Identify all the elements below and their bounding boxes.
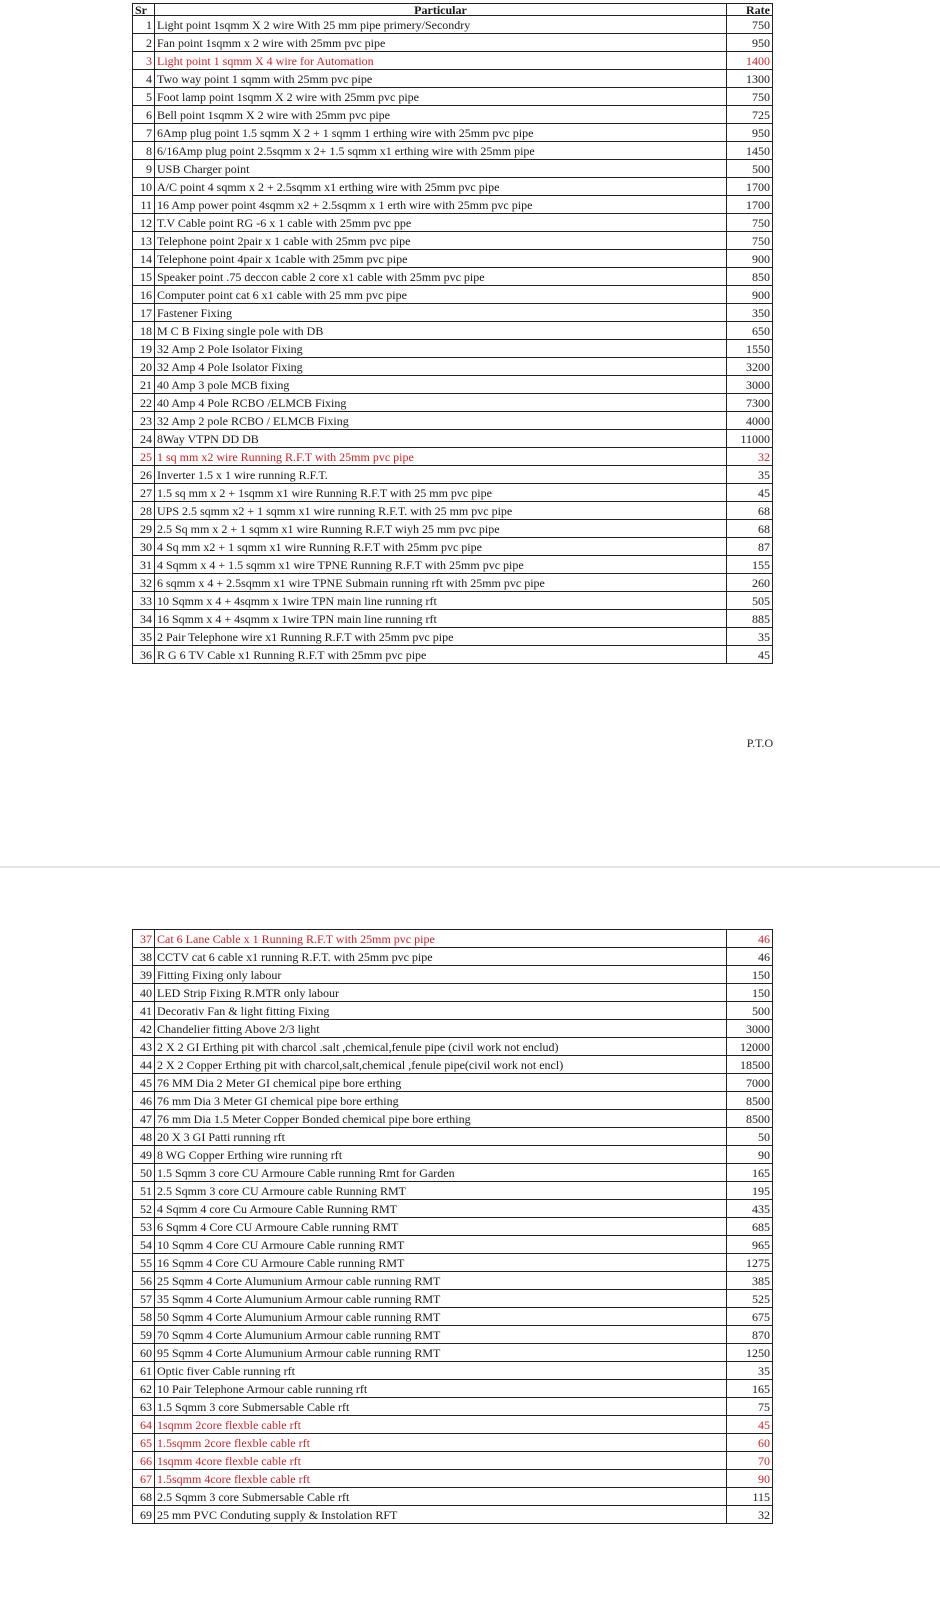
row-sr-number: 30 bbox=[133, 538, 155, 556]
row-sr-number: 61 bbox=[133, 1362, 155, 1380]
row-particular: 20 X 3 GI Patti running rft bbox=[155, 1128, 727, 1146]
table-row bbox=[133, 538, 773, 556]
row-rate: 165 bbox=[727, 1164, 773, 1182]
row-rate: 46 bbox=[727, 948, 773, 966]
table-row bbox=[133, 1092, 773, 1110]
row-rate: 685 bbox=[727, 1218, 773, 1236]
row-particular: R G 6 TV Cable x1 Running R.F.T with 25mm pvc pipe bbox=[155, 646, 727, 664]
row-rate: 1700 bbox=[727, 178, 773, 196]
row-particular: 2 X 2 GI Erthing pit with charcol .salt ,chemical,fenule pipe (civil work not enclud) bbox=[155, 1038, 727, 1056]
row-sr-number: 12 bbox=[133, 214, 155, 232]
table-row bbox=[133, 1236, 773, 1254]
table-row bbox=[133, 484, 773, 502]
row-particular: 10 Pair Telephone Armour cable running rft bbox=[155, 1380, 727, 1398]
table-row bbox=[133, 1038, 773, 1056]
rate-table-page-1 bbox=[132, 3, 773, 664]
row-particular: 1sqmm 4core flexble cable rft bbox=[155, 1452, 727, 1470]
row-particular: 70 Sqmm 4 Corte Alumunium Armour cable running RMT bbox=[155, 1326, 727, 1344]
row-particular: 16 Amp power point 4sqmm x2 + 2.5sqmm x 1 erth wire with 25mm pvc pipe bbox=[155, 196, 727, 214]
table-row bbox=[133, 340, 773, 358]
table-row bbox=[133, 304, 773, 322]
table-row bbox=[133, 646, 773, 664]
row-rate: 35 bbox=[727, 1362, 773, 1380]
row-particular: Optic fiver Cable running rft bbox=[155, 1362, 727, 1380]
row-rate: 650 bbox=[727, 322, 773, 340]
row-sr-number: 51 bbox=[133, 1182, 155, 1200]
table-row bbox=[133, 1164, 773, 1182]
row-sr-number: 35 bbox=[133, 628, 155, 646]
row-rate: 3200 bbox=[727, 358, 773, 376]
row-rate: 50 bbox=[727, 1128, 773, 1146]
row-sr-number: 21 bbox=[133, 376, 155, 394]
row-rate: 675 bbox=[727, 1308, 773, 1326]
row-rate: 165 bbox=[727, 1380, 773, 1398]
row-particular: 1.5 Sqmm 3 core CU Armoure Cable running Rmt for Garden bbox=[155, 1164, 727, 1182]
table-row bbox=[133, 948, 773, 966]
row-sr-number: 66 bbox=[133, 1452, 155, 1470]
row-particular: Fastener Fixing bbox=[155, 304, 727, 322]
row-sr-number: 6 bbox=[133, 106, 155, 124]
row-sr-number: 13 bbox=[133, 232, 155, 250]
row-particular: 32 Amp 2 pole RCBO / ELMCB Fixing bbox=[155, 412, 727, 430]
row-particular: 16 Sqmm 4 Core CU Armoure Cable running RMT bbox=[155, 1254, 727, 1272]
table-row bbox=[133, 448, 773, 466]
row-particular: Cat 6 Lane Cable x 1 Running R.F.T with 25mm pvc pipe bbox=[155, 930, 727, 948]
row-sr-number: 22 bbox=[133, 394, 155, 412]
row-particular: Inverter 1.5 x 1 wire running R.F.T. bbox=[155, 466, 727, 484]
row-particular: 6Amp plug point 1.5 sqmm X 2 + 1 sqmm 1 erthing wire with 25mm pvc pipe bbox=[155, 124, 727, 142]
table-row bbox=[133, 268, 773, 286]
row-sr-number: 16 bbox=[133, 286, 155, 304]
row-rate: 8500 bbox=[727, 1092, 773, 1110]
row-sr-number: 7 bbox=[133, 124, 155, 142]
row-sr-number: 67 bbox=[133, 1470, 155, 1488]
row-particular: 32 Amp 4 Pole Isolator Fixing bbox=[155, 358, 727, 376]
table-row bbox=[133, 160, 773, 178]
table-row bbox=[133, 1074, 773, 1092]
table-row bbox=[133, 430, 773, 448]
row-particular: Decorativ Fan & light fitting Fixing bbox=[155, 1002, 727, 1020]
table-row bbox=[133, 1146, 773, 1164]
row-sr-number: 31 bbox=[133, 556, 155, 574]
table-row bbox=[133, 286, 773, 304]
row-particular: 2.5 Sqmm 3 core Submersable Cable rft bbox=[155, 1488, 727, 1506]
row-particular: 95 Sqmm 4 Corte Alumunium Armour cable running RMT bbox=[155, 1344, 727, 1362]
table-row bbox=[133, 1506, 773, 1524]
table-row bbox=[133, 322, 773, 340]
row-particular: 76 mm Dia 3 Meter GI chemical pipe bore erthing bbox=[155, 1092, 727, 1110]
row-sr-number: 46 bbox=[133, 1092, 155, 1110]
row-rate: 1400 bbox=[727, 52, 773, 70]
row-rate: 11000 bbox=[727, 430, 773, 448]
table-row bbox=[133, 214, 773, 232]
table-row bbox=[133, 1308, 773, 1326]
row-sr-number: 53 bbox=[133, 1218, 155, 1236]
row-particular: A/C point 4 sqmm x 2 + 2.5sqmm x1 erthing wire with 25mm pvc pipe bbox=[155, 178, 727, 196]
row-rate: 155 bbox=[727, 556, 773, 574]
row-sr-number: 39 bbox=[133, 966, 155, 984]
row-rate: 150 bbox=[727, 984, 773, 1002]
row-particular: 76 MM Dia 2 Meter GI chemical pipe bore erthing bbox=[155, 1074, 727, 1092]
table-body-page-2 bbox=[133, 930, 773, 1524]
row-rate: 725 bbox=[727, 106, 773, 124]
row-particular: Chandelier fitting Above 2/3 light bbox=[155, 1020, 727, 1038]
table-row bbox=[133, 628, 773, 646]
row-rate: 385 bbox=[727, 1272, 773, 1290]
row-sr-number: 4 bbox=[133, 70, 155, 88]
row-rate: 32 bbox=[727, 1506, 773, 1524]
row-particular: 32 Amp 2 Pole Isolator Fixing bbox=[155, 340, 727, 358]
row-rate: 3000 bbox=[727, 1020, 773, 1038]
row-particular: 1.5 Sqmm 3 core Submersable Cable rft bbox=[155, 1398, 727, 1416]
row-particular: 50 Sqmm 4 Corte Alumunium Armour cable running RMT bbox=[155, 1308, 727, 1326]
row-sr-number: 62 bbox=[133, 1380, 155, 1398]
row-rate: 1550 bbox=[727, 340, 773, 358]
row-particular: 40 Amp 4 Pole RCBO /ELMCB Fixing bbox=[155, 394, 727, 412]
row-particular: 6 sqmm x 4 + 2.5sqmm x1 wire TPNE Submain running rft with 25mm pvc pipe bbox=[155, 574, 727, 592]
table-row bbox=[133, 70, 773, 88]
row-sr-number: 34 bbox=[133, 610, 155, 628]
row-particular: UPS 2.5 sqmm x2 + 1 sqmm x1 wire running R.F.T. with 25 mm pvc pipe bbox=[155, 502, 727, 520]
table-body-page-1 bbox=[133, 16, 773, 664]
table-row bbox=[133, 1002, 773, 1020]
row-rate: 950 bbox=[727, 124, 773, 142]
row-particular: LED Strip Fixing R.MTR only labour bbox=[155, 984, 727, 1002]
row-particular: 40 Amp 3 pole MCB fixing bbox=[155, 376, 727, 394]
table-row bbox=[133, 196, 773, 214]
table-row bbox=[133, 556, 773, 574]
row-particular: 25 mm PVC Conduting supply & Instolation RFT bbox=[155, 1506, 727, 1524]
row-rate: 750 bbox=[727, 88, 773, 106]
header-sr: Sr bbox=[133, 4, 155, 16]
row-particular: Computer point cat 6 x1 cable with 25 mm pvc pipe bbox=[155, 286, 727, 304]
table-row bbox=[133, 520, 773, 538]
row-sr-number: 50 bbox=[133, 1164, 155, 1182]
table-row bbox=[133, 232, 773, 250]
row-sr-number: 42 bbox=[133, 1020, 155, 1038]
row-particular: Fitting Fixing only labour bbox=[155, 966, 727, 984]
row-particular: 4 Sqmm x 4 + 1.5 sqmm x1 wire TPNE Running R.F.T with 25mm pvc pipe bbox=[155, 556, 727, 574]
table-row bbox=[133, 412, 773, 430]
header-rate: Rate bbox=[727, 4, 773, 16]
row-particular: 16 Sqmm x 4 + 4sqmm x 1wire TPN main line running rft bbox=[155, 610, 727, 628]
row-rate: 35 bbox=[727, 466, 773, 484]
row-rate: 4000 bbox=[727, 412, 773, 430]
row-particular: 1.5 sq mm x 2 + 1sqmm x1 wire Running R.F.T with 25 mm pvc pipe bbox=[155, 484, 727, 502]
row-rate: 350 bbox=[727, 304, 773, 322]
row-rate: 195 bbox=[727, 1182, 773, 1200]
row-rate: 900 bbox=[727, 250, 773, 268]
row-sr-number: 24 bbox=[133, 430, 155, 448]
row-rate: 8500 bbox=[727, 1110, 773, 1128]
table-row bbox=[133, 1380, 773, 1398]
row-sr-number: 59 bbox=[133, 1326, 155, 1344]
row-sr-number: 69 bbox=[133, 1506, 155, 1524]
row-rate: 750 bbox=[727, 16, 773, 34]
row-rate: 70 bbox=[727, 1452, 773, 1470]
row-particular: 2 Pair Telephone wire x1 Running R.F.T with 25mm pvc pipe bbox=[155, 628, 727, 646]
row-rate: 870 bbox=[727, 1326, 773, 1344]
row-particular: 6/16Amp plug point 2.5sqmm x 2+ 1.5 sqmm x1 erthing wire with 25mm pipe bbox=[155, 142, 727, 160]
row-rate: 60 bbox=[727, 1434, 773, 1452]
row-sr-number: 36 bbox=[133, 646, 155, 664]
row-sr-number: 18 bbox=[133, 322, 155, 340]
table-row bbox=[133, 610, 773, 628]
row-sr-number: 2 bbox=[133, 34, 155, 52]
table-row bbox=[133, 88, 773, 106]
row-particular: 8 WG Copper Erthing wire running rft bbox=[155, 1146, 727, 1164]
row-rate: 850 bbox=[727, 268, 773, 286]
row-rate: 75 bbox=[727, 1398, 773, 1416]
table-row bbox=[133, 1182, 773, 1200]
row-rate: 7000 bbox=[727, 1074, 773, 1092]
table-row bbox=[133, 1254, 773, 1272]
row-rate: 950 bbox=[727, 34, 773, 52]
table-row bbox=[133, 1362, 773, 1380]
row-rate: 260 bbox=[727, 574, 773, 592]
row-particular: Telephone point 2pair x 1 cable with 25mm pvc pipe bbox=[155, 232, 727, 250]
row-sr-number: 60 bbox=[133, 1344, 155, 1362]
rate-table-page-2 bbox=[132, 929, 773, 1524]
row-rate: 32 bbox=[727, 448, 773, 466]
row-rate: 1700 bbox=[727, 196, 773, 214]
row-particular: Fan point 1sqmm x 2 wire with 25mm pvc pipe bbox=[155, 34, 727, 52]
row-sr-number: 33 bbox=[133, 592, 155, 610]
row-sr-number: 9 bbox=[133, 160, 155, 178]
row-particular: Two way point 1 sqmm with 25mm pvc pipe bbox=[155, 70, 727, 88]
row-particular: 4 Sqmm 4 core Cu Armoure Cable Running RMT bbox=[155, 1200, 727, 1218]
row-particular: 25 Sqmm 4 Corte Alumunium Armour cable running RMT bbox=[155, 1272, 727, 1290]
table-row bbox=[133, 34, 773, 52]
row-sr-number: 52 bbox=[133, 1200, 155, 1218]
row-rate: 1450 bbox=[727, 142, 773, 160]
row-particular: Telephone point 4pair x 1cable with 25mm pvc pipe bbox=[155, 250, 727, 268]
row-sr-number: 57 bbox=[133, 1290, 155, 1308]
row-rate: 68 bbox=[727, 502, 773, 520]
row-particular: 1sqmm 2core flexble cable rft bbox=[155, 1416, 727, 1434]
row-particular: 1.5sqmm 2core flexble cable rft bbox=[155, 1434, 727, 1452]
table-row bbox=[133, 124, 773, 142]
row-sr-number: 47 bbox=[133, 1110, 155, 1128]
row-sr-number: 38 bbox=[133, 948, 155, 966]
row-sr-number: 25 bbox=[133, 448, 155, 466]
row-particular: 10 Sqmm 4 Core CU Armoure Cable running RMT bbox=[155, 1236, 727, 1254]
row-particular: CCTV cat 6 cable x1 running R.F.T. with 25mm pvc pipe bbox=[155, 948, 727, 966]
row-sr-number: 8 bbox=[133, 142, 155, 160]
table-row bbox=[133, 178, 773, 196]
row-sr-number: 14 bbox=[133, 250, 155, 268]
row-rate: 3000 bbox=[727, 376, 773, 394]
row-rate: 1275 bbox=[727, 1254, 773, 1272]
table-row bbox=[133, 466, 773, 484]
pto-label: P.T.O bbox=[746, 736, 774, 750]
table-row bbox=[133, 1218, 773, 1236]
row-sr-number: 45 bbox=[133, 1074, 155, 1092]
row-rate: 885 bbox=[727, 610, 773, 628]
row-particular: 10 Sqmm x 4 + 4sqmm x 1wire TPN main line running rft bbox=[155, 592, 727, 610]
row-rate: 505 bbox=[727, 592, 773, 610]
row-sr-number: 11 bbox=[133, 196, 155, 214]
table-row bbox=[133, 1434, 773, 1452]
row-rate: 750 bbox=[727, 232, 773, 250]
header-particular: Particular bbox=[155, 4, 727, 16]
table-row bbox=[133, 1488, 773, 1506]
row-sr-number: 28 bbox=[133, 502, 155, 520]
row-sr-number: 32 bbox=[133, 574, 155, 592]
row-sr-number: 27 bbox=[133, 484, 155, 502]
row-particular: M C B Fixing single pole with DB bbox=[155, 322, 727, 340]
row-rate: 525 bbox=[727, 1290, 773, 1308]
row-particular: 4 Sq mm x2 + 1 sqmm x1 wire Running R.F.T with 25mm pvc pipe bbox=[155, 538, 727, 556]
row-rate: 12000 bbox=[727, 1038, 773, 1056]
table-row bbox=[133, 1326, 773, 1344]
row-sr-number: 20 bbox=[133, 358, 155, 376]
row-sr-number: 29 bbox=[133, 520, 155, 538]
table-row bbox=[133, 1344, 773, 1362]
table-header-row bbox=[133, 4, 773, 16]
row-particular: 6 Sqmm 4 Core CU Armoure Cable running RMT bbox=[155, 1218, 727, 1236]
row-rate: 115 bbox=[727, 1488, 773, 1506]
table-row bbox=[133, 574, 773, 592]
row-rate: 90 bbox=[727, 1146, 773, 1164]
table-row bbox=[133, 1200, 773, 1218]
table-row bbox=[133, 1272, 773, 1290]
row-particular: USB Charger point bbox=[155, 160, 727, 178]
row-rate: 68 bbox=[727, 520, 773, 538]
row-rate: 45 bbox=[727, 484, 773, 502]
row-particular: Light point 1 sqmm X 4 wire for Automation bbox=[155, 52, 727, 70]
row-sr-number: 43 bbox=[133, 1038, 155, 1056]
table-row bbox=[133, 376, 773, 394]
table-row bbox=[133, 106, 773, 124]
row-rate: 1250 bbox=[727, 1344, 773, 1362]
row-sr-number: 40 bbox=[133, 984, 155, 1002]
row-rate: 435 bbox=[727, 1200, 773, 1218]
table-row bbox=[133, 1398, 773, 1416]
row-sr-number: 55 bbox=[133, 1254, 155, 1272]
row-rate: 35 bbox=[727, 628, 773, 646]
row-rate: 900 bbox=[727, 286, 773, 304]
row-rate: 750 bbox=[727, 214, 773, 232]
row-particular: 2.5 Sq mm x 2 + 1 sqmm x1 wire Running R.F.T wiyh 25 mm pvc pipe bbox=[155, 520, 727, 538]
row-sr-number: 37 bbox=[133, 930, 155, 948]
table-row bbox=[133, 1128, 773, 1146]
table-row bbox=[133, 1470, 773, 1488]
row-particular: 1 sq mm x2 wire Running R.F.T with 25mm pvc pipe bbox=[155, 448, 727, 466]
row-sr-number: 56 bbox=[133, 1272, 155, 1290]
table-row bbox=[133, 592, 773, 610]
row-particular: Light point 1sqmm X 2 wire With 25 mm pipe primery/Secondry bbox=[155, 16, 727, 34]
table-row bbox=[133, 930, 773, 948]
table-row bbox=[133, 52, 773, 70]
row-sr-number: 19 bbox=[133, 340, 155, 358]
row-sr-number: 41 bbox=[133, 1002, 155, 1020]
row-particular: T.V Cable point RG -6 x 1 cable with 25mm pvc ppe bbox=[155, 214, 727, 232]
table-row bbox=[133, 358, 773, 376]
row-sr-number: 48 bbox=[133, 1128, 155, 1146]
row-sr-number: 15 bbox=[133, 268, 155, 286]
row-rate: 90 bbox=[727, 1470, 773, 1488]
row-particular: Bell point 1sqmm X 2 wire with 25mm pvc pipe bbox=[155, 106, 727, 124]
row-sr-number: 68 bbox=[133, 1488, 155, 1506]
table-row bbox=[133, 984, 773, 1002]
row-sr-number: 49 bbox=[133, 1146, 155, 1164]
row-rate: 45 bbox=[727, 646, 773, 664]
row-sr-number: 5 bbox=[133, 88, 155, 106]
row-sr-number: 26 bbox=[133, 466, 155, 484]
table-row bbox=[133, 250, 773, 268]
row-rate: 500 bbox=[727, 160, 773, 178]
row-sr-number: 64 bbox=[133, 1416, 155, 1434]
row-sr-number: 65 bbox=[133, 1434, 155, 1452]
table-row bbox=[133, 16, 773, 34]
table-row bbox=[133, 1416, 773, 1434]
table-row bbox=[133, 1056, 773, 1074]
row-particular: Speaker point .75 deccon cable 2 core x1 cable with 25mm pvc pipe bbox=[155, 268, 727, 286]
table-row bbox=[133, 1290, 773, 1308]
table-row bbox=[133, 142, 773, 160]
row-sr-number: 1 bbox=[133, 16, 155, 34]
row-sr-number: 17 bbox=[133, 304, 155, 322]
row-rate: 965 bbox=[727, 1236, 773, 1254]
table-row bbox=[133, 394, 773, 412]
row-sr-number: 44 bbox=[133, 1056, 155, 1074]
table-row bbox=[133, 966, 773, 984]
row-particular: 76 mm Dia 1.5 Meter Copper Bonded chemical pipe bore erthing bbox=[155, 1110, 727, 1128]
row-rate: 1300 bbox=[727, 70, 773, 88]
row-sr-number: 10 bbox=[133, 178, 155, 196]
row-particular: Foot lamp point 1sqmm X 2 wire with 25mm pvc pipe bbox=[155, 88, 727, 106]
row-sr-number: 23 bbox=[133, 412, 155, 430]
row-particular: 2 X 2 Copper Erthing pit with charcol,salt,chemical ,fenule pipe(civil work not encl) bbox=[155, 1056, 727, 1074]
row-particular: 2.5 Sqmm 3 core CU Armoure cable Running RMT bbox=[155, 1182, 727, 1200]
row-particular: 1.5sqmm 4core flexble cable rft bbox=[155, 1470, 727, 1488]
row-rate: 7300 bbox=[727, 394, 773, 412]
table-row bbox=[133, 1020, 773, 1038]
row-rate: 150 bbox=[727, 966, 773, 984]
page-divider bbox=[0, 866, 940, 868]
row-sr-number: 58 bbox=[133, 1308, 155, 1326]
row-rate: 46 bbox=[727, 930, 773, 948]
row-rate: 500 bbox=[727, 1002, 773, 1020]
row-sr-number: 54 bbox=[133, 1236, 155, 1254]
row-rate: 87 bbox=[727, 538, 773, 556]
table-row bbox=[133, 1452, 773, 1470]
row-sr-number: 63 bbox=[133, 1398, 155, 1416]
row-particular: 8Way VTPN DD DB bbox=[155, 430, 727, 448]
row-rate: 18500 bbox=[727, 1056, 773, 1074]
row-sr-number: 3 bbox=[133, 52, 155, 70]
table-row bbox=[133, 1110, 773, 1128]
row-rate: 45 bbox=[727, 1416, 773, 1434]
table-row bbox=[133, 502, 773, 520]
row-particular: 35 Sqmm 4 Corte Alumunium Armour cable running RMT bbox=[155, 1290, 727, 1308]
